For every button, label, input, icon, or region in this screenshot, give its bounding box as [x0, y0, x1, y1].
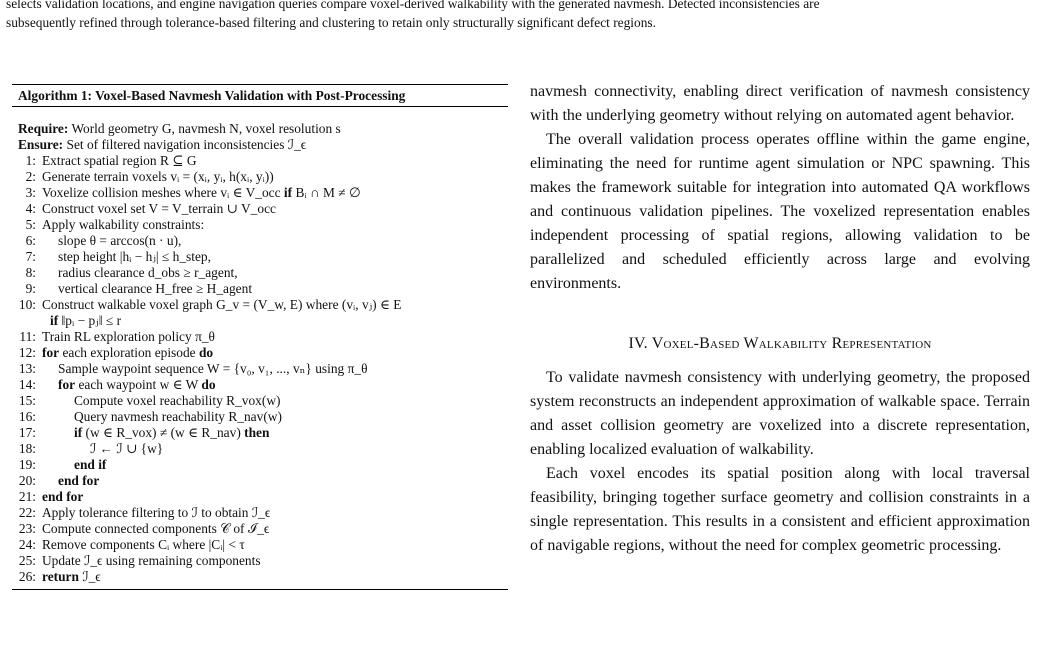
algorithm-line	[12, 393, 508, 409]
line-text: if (w ∈ R_vox) ≠ (w ∈ R_nav) then	[74, 425, 270, 440]
algorithm-line	[12, 361, 508, 377]
line-text: Train RL exploration policy π_θ	[42, 329, 215, 344]
line-text: end if	[74, 457, 107, 472]
line-number: 16:	[18, 409, 36, 424]
line-number: 22:	[18, 505, 36, 520]
line-text: Sample waypoint sequence W = {v₀, v₁, ..., vₙ} using π_θ	[58, 361, 368, 376]
line-number: 7:	[25, 249, 36, 264]
line-number: 13:	[18, 361, 36, 376]
algorithm-line	[12, 521, 508, 537]
algorithm-line	[12, 297, 508, 313]
line-text: for each waypoint w ∈ W do	[58, 377, 216, 392]
algorithm-line	[12, 265, 508, 281]
line-number: 18:	[18, 441, 36, 456]
line-text: Query navmesh reachability R_nav(w)	[74, 409, 282, 424]
line-number: 8:	[25, 265, 36, 280]
line-number: 25:	[18, 553, 36, 568]
algorithm-line	[12, 425, 508, 441]
line-number: 1:	[25, 153, 36, 168]
algorithm-line	[12, 569, 508, 585]
line-text: radius clearance d_obs ≥ r_agent,	[58, 265, 238, 280]
algorithm-line	[12, 169, 508, 185]
algorithm-ensure	[12, 137, 508, 153]
algorithm-line	[12, 457, 508, 473]
algorithm-line	[12, 201, 508, 217]
line-text: return ℐ_ϵ	[42, 569, 101, 584]
top-paragraph	[6, 0, 1034, 32]
line-text: Compute connected components 𝒞 of ℐ_ϵ	[42, 521, 270, 536]
algorithm-line	[12, 489, 508, 505]
line-number: 12:	[18, 345, 36, 360]
line-number: 24:	[18, 537, 36, 552]
ensure-keyword: Ensure:	[18, 137, 64, 152]
line-number: 6:	[25, 233, 36, 248]
algorithm-line	[12, 553, 508, 569]
paragraph-1: navmesh connectivity, enabling direct verification of navmesh consistency with the underlying geometry without relying on automated agent behavior.	[530, 83, 1030, 124]
line-text: end for	[42, 489, 84, 504]
line-number: 10:	[18, 297, 36, 312]
top-line-1: selects validation locations, and engine navigation queries compare voxel-derived walkability with the generated navmesh. Detected inconsistencies are	[6, 0, 820, 11]
algorithm-line	[12, 537, 508, 553]
algorithm-require	[12, 121, 508, 137]
paragraph-4: Each voxel encodes its spatial position along with local traversal feasibility, bringing together surface geometry and collision constraints in a single representation. This results in a consistent and efficient approximation of navigable regions, without the need for complex geometric processing.	[530, 465, 1030, 554]
line-text: slope θ = arccos(n · u),	[58, 233, 182, 248]
algorithm-line	[12, 345, 508, 361]
algorithm-title: Algorithm 1: Voxel-Based Navmesh Validation with Post-Processing	[18, 88, 406, 103]
algorithm-line	[12, 153, 508, 169]
line-text: Voxelize collision meshes where vᵢ ∈ V_occ if Bᵢ ∩ M ≠ ∅	[42, 185, 361, 200]
algorithm-line	[12, 233, 508, 249]
line-text: for each exploration episode do	[42, 345, 214, 360]
require-text: World geometry G, navmesh N, voxel resolution s	[71, 121, 341, 136]
algorithm-line	[12, 281, 508, 297]
line-text: Extract spatial region R ⊆ G	[42, 153, 197, 168]
line-text: vertical clearance H_free ≥ H_agent	[58, 281, 253, 296]
require-keyword: Require:	[18, 121, 69, 136]
top-line-2: subsequently refined through tolerance-based filtering and clustering to retain only structurally significant defect regions.	[6, 15, 656, 30]
algorithm-line	[12, 441, 508, 457]
algorithm-line	[12, 249, 508, 265]
algorithm-lines	[12, 153, 508, 585]
line-number	[12, 313, 42, 329]
line-text: Construct voxel set V = V_terrain ∪ V_occ	[42, 201, 276, 216]
line-text: Remove components Cᵢ where |Cᵢ| < τ	[42, 537, 245, 552]
line-number: 4:	[25, 201, 36, 216]
line-text: Compute voxel reachability R_vox(w)	[74, 393, 281, 408]
algorithm-body	[12, 107, 508, 585]
section-heading: IV. Voxel-Based Walkability Representation	[628, 335, 932, 352]
algorithm-line	[12, 329, 508, 345]
line-number: 19:	[18, 457, 36, 472]
algorithm-line	[12, 313, 508, 329]
algorithm-line	[12, 505, 508, 521]
ensure-text: Set of filtered navigation inconsistencies ℐ_ϵ	[66, 137, 307, 152]
line-text: step height |hᵢ − hⱼ| ≤ h_step,	[58, 249, 211, 264]
line-number: 5:	[25, 217, 36, 232]
line-number: 23:	[18, 521, 36, 536]
algorithm-line	[12, 217, 508, 233]
algorithm-line	[12, 377, 508, 393]
line-number: 20:	[18, 473, 36, 488]
line-number: 11:	[19, 329, 36, 344]
algorithm-box	[12, 84, 508, 590]
algorithm-line	[12, 409, 508, 425]
algorithm-line	[12, 185, 508, 201]
line-number: 21:	[18, 489, 36, 504]
line-number: 17:	[18, 425, 36, 440]
line-text: Generate terrain voxels vᵢ = (xᵢ, yᵢ, h(xᵢ, yᵢ))	[42, 169, 274, 184]
paragraph-3: To validate navmesh consistency with underlying geometry, the proposed system reconstructs an independent approximation of walkable space. Terrain and asset collision geometry are voxelized into a discrete representation, enabling localized evaluation of walkability.	[530, 369, 1030, 458]
line-number: 3:	[25, 185, 36, 200]
paragraph-2: The overall validation process operates offline within the game engine, eliminating the need for runtime agent simulation or NPC spawning. This makes the framework suitable for integration into automated QA workflows and continuous validation pipelines. The voxelized representation enables independent processing of spatial regions, allowing validation to be parallelized and scheduled efficiently across large and evolving environments.	[530, 131, 1030, 292]
line-text: end for	[58, 473, 100, 488]
line-number: 26:	[18, 569, 36, 584]
line-text: Apply walkability constraints:	[42, 217, 205, 232]
line-text: if ‖pᵢ − pⱼ‖ ≤ r	[50, 313, 122, 328]
line-number: 14:	[18, 377, 36, 392]
algorithm-bottom-rule	[12, 589, 508, 590]
line-number: 9:	[25, 281, 36, 296]
line-text: ℐ ← ℐ ∪ {w}	[90, 441, 164, 456]
line-text: Construct walkable voxel graph G_v = (V_w, E) where (vᵢ, vⱼ) ∈ E	[42, 297, 402, 312]
line-number: 15:	[18, 393, 36, 408]
line-text: Apply tolerance filtering to ℐ to obtain ℐ_ϵ	[42, 505, 271, 520]
right-column	[530, 80, 1030, 558]
line-number: 2:	[25, 169, 36, 184]
algorithm-line	[12, 473, 508, 489]
line-text: Update ℐ_ϵ using remaining components	[42, 553, 261, 568]
